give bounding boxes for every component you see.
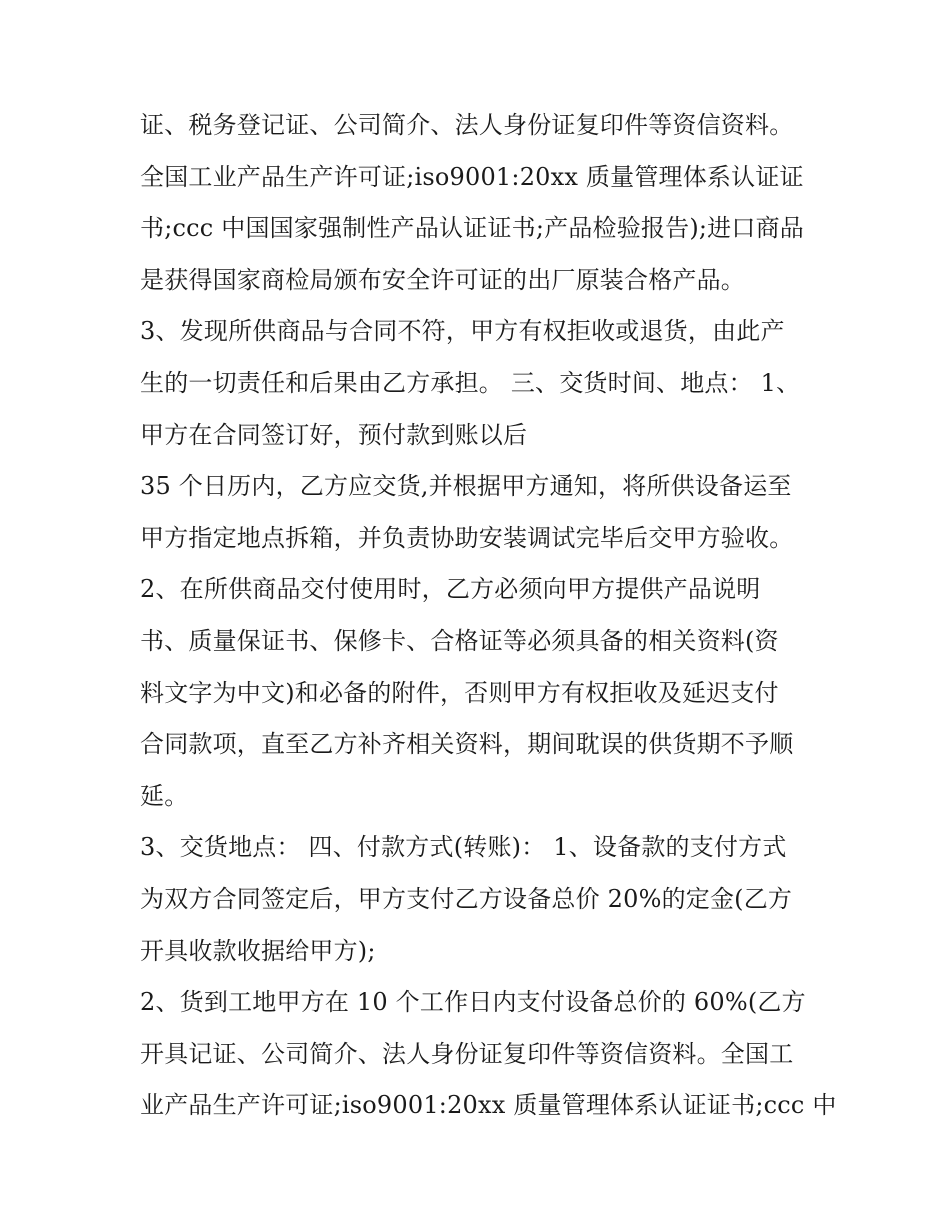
text-line: 开具记证、公司简介、法人身份证复印件等资信资料。全国工 xyxy=(140,1039,794,1068)
text-line: 生的一切责任和后果由乙方承担。 三、交货时间、地点： 1、 xyxy=(140,368,801,397)
text-line: 全国工业产品生产许可证;iso9001:20xx 质量管理体系认证证 xyxy=(140,162,804,191)
text-line: 是获得国家商检局颁布安全许可证的出厂原装合格产品。 xyxy=(140,265,745,294)
text-line: 证、税务登记证、公司简介、法人身份证复印件等资信资料。 xyxy=(140,111,794,139)
text-line: 3、交货地点： 四、付款方式(转账)： 1、设备款的支付方式 xyxy=(140,833,787,862)
text-line: 延。 xyxy=(140,781,189,810)
text-line: 书、质量保证书、保修卡、合格证等必须具备的相关资料(资 xyxy=(140,626,779,655)
text-line: 甲方在合同签订好，预付款到账以后 xyxy=(140,420,528,449)
text-line: 开具收款收据给甲方); xyxy=(140,936,376,965)
text-line: 2、在所供商品交付使用时，乙方必须向甲方提供产品说明 xyxy=(140,575,761,604)
text-line: 甲方指定地点拆箱，并负责协助安装调试完毕后交甲方验收。 xyxy=(140,523,794,552)
text-line: 合同款项，直至乙方补齐相关资料，期间耽误的供货期不予顺 xyxy=(140,730,794,759)
text-line: 为双方合同签定后，甲方支付乙方设备总价 20%的定金(乙方 xyxy=(140,884,793,913)
text-line: 2、货到工地甲方在 10 个工作日内支付设备总价的 60%(乙方 xyxy=(140,988,806,1017)
document-body xyxy=(140,100,837,1132)
text-line: 书;ccc 中国国家强制性产品认证证书;产品检验报告);进口商品 xyxy=(140,214,804,243)
text-line: 35 个日历内，乙方应交货,并根据甲方通知，将所供设备运至 xyxy=(140,472,792,501)
text-line: 业产品生产许可证;iso9001:20xx 质量管理体系认证证书;ccc 中 xyxy=(140,1091,837,1120)
text-line: 料文字为中文)和必备的附件，否则甲方有权拒收及延迟支付 xyxy=(140,678,779,707)
text-line: 3、发现所供商品与合同不符，甲方有权拒收或退货，由此产 xyxy=(140,317,785,346)
